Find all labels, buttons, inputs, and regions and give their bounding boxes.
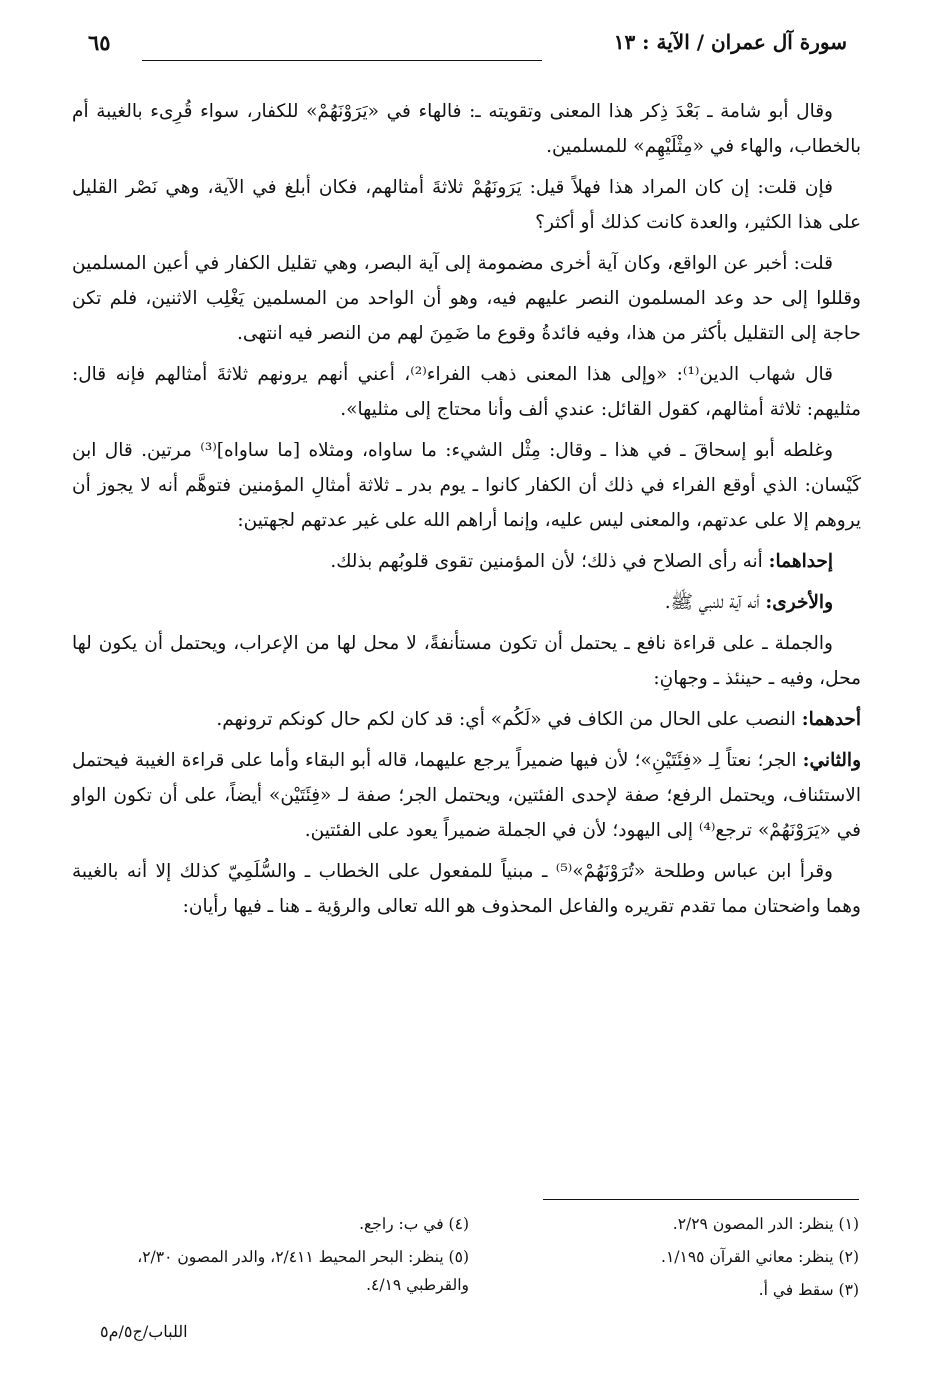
item-label: والأخرى: [765, 592, 833, 613]
item-text: أنه آية للنبي ﷺ. [664, 592, 766, 613]
item-label: إحداهما: [768, 551, 833, 572]
paragraph: فإن قلت: إن كان المراد هذا فهلاً قيل: يَرَونَهُمْ ثلاثةَ أمثالهم، فكان أبلغ في الآية، وهي نَصْر القليل على هذا الكثير، والعدة كانت كذلك أو أكثر؟ [72, 177, 861, 233]
item-label: والثاني: [802, 750, 861, 771]
paragraph: والجملة ـ على قراءة نافع ـ يحتمل أن تكون مستأنفةً، لا محل لها من الإعراب، ويحتمل أن يكون لها محل، وفيه ـ حينئذ ـ وجهانِ: [72, 633, 861, 689]
paragraph: وقال أبو شامة ـ بَعْدَ ذِكر هذا المعنى وتقويته ـ: فالهاء في «يَرَوْنَهُمْ» للكفار، سواء قُرِىء بالغيبة أم بالخطاب، والهاء في «مِثْلَيْهِم» للمسلمين. [72, 101, 861, 157]
item-label: أحدهما: [801, 709, 861, 730]
main-text [72, 94, 861, 930]
footnote-1: (١) ينظر: الدر المصون ٢/٢٩. [672, 1215, 859, 1233]
header-rule [142, 60, 542, 61]
list-item [72, 544, 861, 579]
item-text: الجر؛ نعتاً لِـ «فِئَتَيْنِ»؛ لأن فيها ضميراً يرجع عليهما، قاله أبو البقاء وأما على قراءة الغيبة فيحتمل الاستئناف، ويحتمل الرفع؛ صفة لإحدى الفئتين، ويحتمل الجر؛ صفة لـ «فِئَتَيْن» أيضاً، على أن تكون الواو في «يَرَوْنَهُمْ» ترجع⁽⁴⁾ إلى اليهود؛ لأن في الجملة ضميراً يعود على الفئتين. [72, 750, 861, 841]
list-item [72, 585, 861, 620]
paragraph: قال شهاب الدين⁽¹⁾: «وإلى هذا المعنى ذهب الفراء⁽²⁾، أعني أنهم يرونهم ثلاثةَ أمثالهم فإنه قال: مثليهم: ثلاثة أمثالهم، كقول القائل: عندي ألف وأنا محتاج إلى مثليها». [72, 364, 861, 420]
footnote-rule [543, 1199, 859, 1200]
paragraph: وقرأ ابن عباس وطلحة «تُرَوْنَهُمْ»⁽⁵⁾ ـ مبنياً للمفعول على الخطاب ـ والسُّلَمِيّ كذلك إلا أنه بالغيبة وهما واضحتان مما تقدم تقريره والفاعل المحذوف هو الله تعالى والرؤية ـ هنا ـ فيها رأيان: [72, 861, 861, 917]
page-header [82, 30, 847, 70]
list-item [72, 702, 861, 737]
list-item [72, 743, 861, 848]
item-text: النصب على الحال من الكاف في «لَكُم» أي: قد كان لكم حال كونكم ترونهم. [216, 709, 802, 730]
signature-mark: اللباب/ج٥/م٥ [100, 1322, 188, 1341]
item-text: أنه رأى الصلاح في ذلك؛ لأن المؤمنين تقوى قلوبُهم بذلك. [330, 551, 769, 572]
running-title: سورة آل عمران / الآية : ١٣ [613, 30, 847, 54]
paragraph: وغلطه أبو إسحاقَ ـ في هذا ـ وقال: مِثْل الشيء: ما ساواه، ومثلاه [ما ساواه]⁽³⁾ مرتين. قال ابن كَيْسان: الذي أوقع الفراء في ذلك أن الكفار كانوا ـ يوم بدر ـ ثلاثة أمثالِ المؤمنين فتوهَّم أنه لا يجوز أن يروهم إلا على عدتهم، والمعنى ليس عليه، وإنما أراهم الله على غير عدتهم لجهتين: [72, 440, 861, 531]
paragraph: قلت: أخبر عن الواقع، وكان آية أخرى مضمومة إلى آية البصر، وهي تقليل الكفار في أعين المسلمين وقللوا إلى حد وعد المسلمون النصر عليهم فيه، وهو أن الواحد من المسلمين يَغْلِب الاثنين، فلم تكن حاجة إلى التقليل بأكثر من هذا، وفيه فائدةُ وقوع ما ضَمِنَ لهم من النصر فيه انتهى. [72, 253, 861, 344]
page-number: ٦٥ [88, 30, 111, 55]
footnote-3: (٣) سقط في أ. [758, 1281, 859, 1299]
footnote-5: (٥) ينظر: البحر المحيط ٢/٤١١، والدر المصون ٢/٣٠، والقرطبي ٤/١٩. [137, 1248, 469, 1294]
footnote-2: (٢) ينظر: معاني القرآن ١/١٩٥. [661, 1248, 859, 1266]
footnote-4: (٤) في ب: راجع. [359, 1215, 469, 1233]
